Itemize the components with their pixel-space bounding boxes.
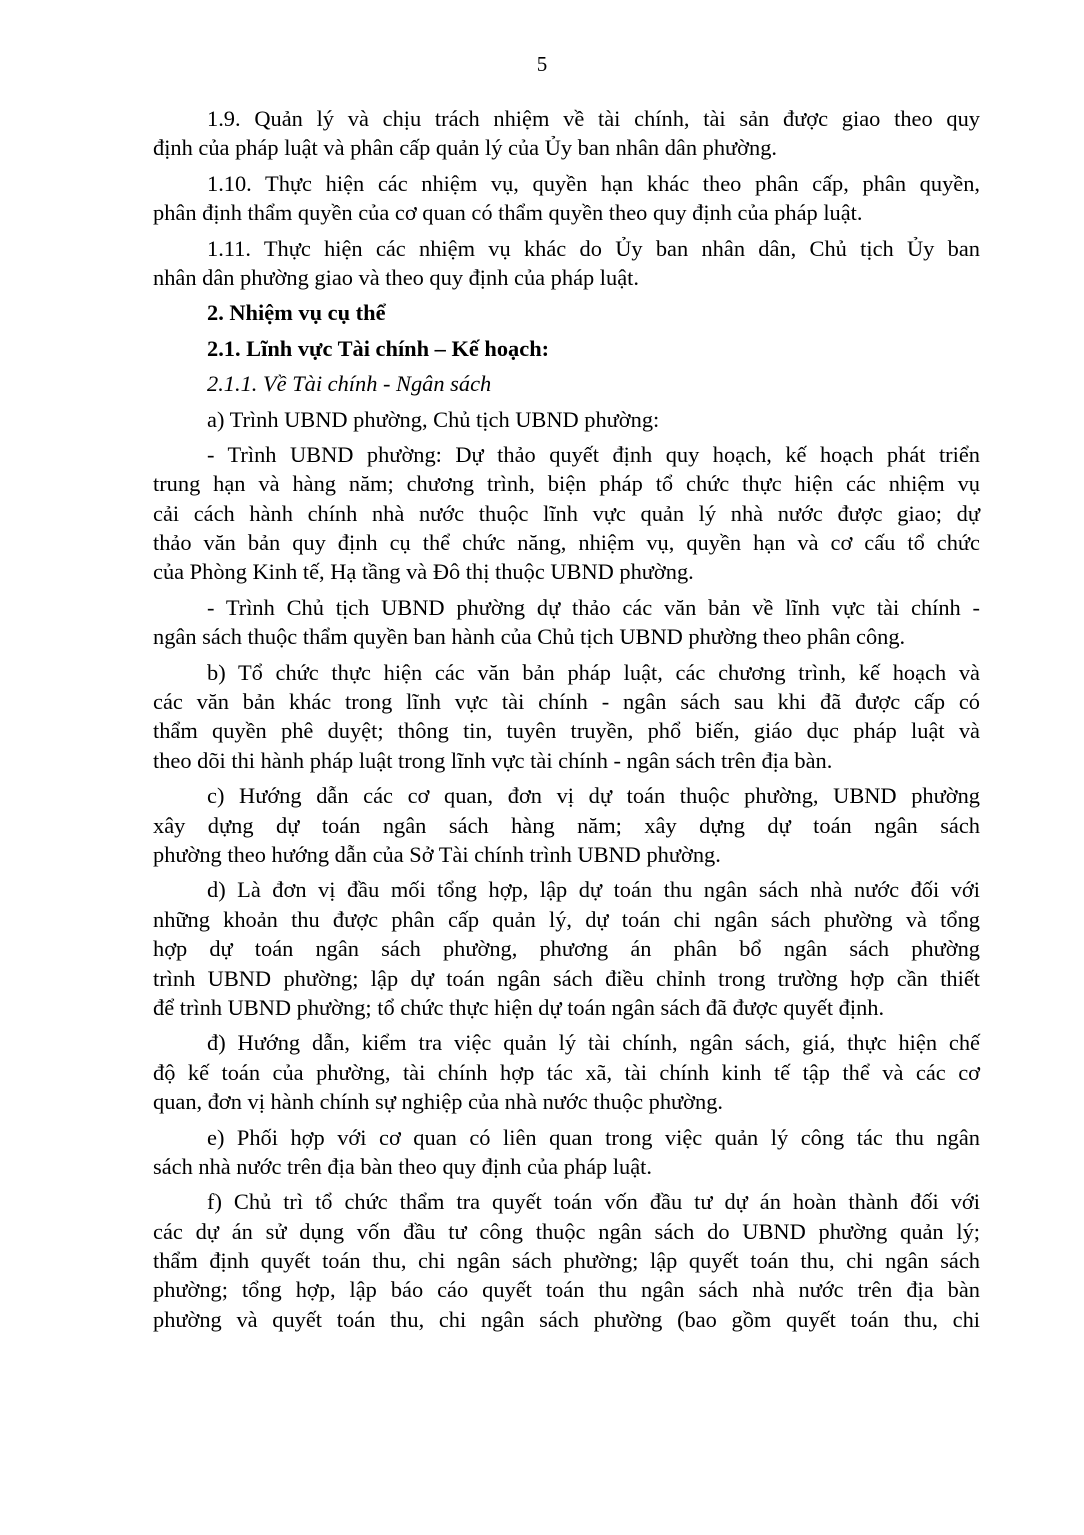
text-line: định của pháp luật và phân cấp quản lý của Ủy ban nhân dân phường. — [153, 135, 777, 161]
text-line: theo dõi thi hành pháp luật trong lĩnh vực tài chính - ngân sách trên địa bàn. — [153, 747, 833, 773]
text-line: 1.11. Thực hiện các nhiệm vụ khác do Ủy ban nhân dân, Chủ tịch Ủy ban — [207, 235, 980, 261]
text-line: xây dựng dự toán ngân sách hàng năm; xây dựng dự toán ngân sách — [153, 812, 980, 838]
paragraph — [153, 1123, 980, 1182]
paragraph — [153, 658, 980, 776]
paragraph — [153, 405, 980, 434]
text-line: phường và quyết toán thu, chi ngân sách phường (bao gồm quyết toán thu, chi — [153, 1306, 980, 1332]
text-line: trung hạn và hàng năm; chương trình, biện pháp tổ chức thực hiện các nhiệm vụ — [153, 471, 980, 497]
text-line: của Phòng Kinh tế, Hạ tầng và Đô thị thuộc UBND phường. — [153, 559, 694, 585]
text-line: b) Tổ chức thực hiện các văn bản pháp luật, các chương trình, kế hoạch và — [207, 659, 980, 685]
text-line: để trình UBND phường; tổ chức thực hiện dự toán ngân sách đã được quyết định. — [153, 994, 885, 1020]
text-line: các dự án sử dụng vốn đầu tư công thuộc ngân sách do UBND phường quản lý; — [153, 1218, 980, 1244]
text-line: 2.1. Lĩnh vực Tài chính – Kế hoạch: — [207, 335, 550, 361]
text-line: phân định thẩm quyền của cơ quan có thẩm quyền theo quy định của pháp luật. — [153, 200, 863, 226]
document-body — [153, 104, 980, 1340]
heading — [153, 334, 980, 363]
text-line: các văn bản khác trong lĩnh vực tài chính - ngân sách sau khi đã được cấp có — [153, 689, 980, 715]
text-line: phường; tổng hợp, lập báo cáo quyết toán thu ngân sách nhà nước trên địa bàn — [153, 1277, 980, 1303]
text-line: những khoản thu được phân cấp quản lý, dự toán chi ngân sách phường và tổng — [153, 906, 980, 932]
text-line: quan, đơn vị hành chính sự nghiệp của nhà nước thuộc phường. — [153, 1089, 724, 1115]
text-line: e) Phối hợp với cơ quan có liên quan trong việc quản lý công tác thu ngân — [207, 1124, 980, 1150]
text-line: f) Chủ trì tổ chức thẩm tra quyết toán vốn đầu tư dự án hoàn thành đối với — [207, 1189, 980, 1215]
text-line: 2. Nhiệm vụ cụ thể — [207, 300, 386, 326]
paragraph — [153, 104, 980, 163]
text-line: 1.9. Quản lý và chịu trách nhiệm về tài chính, tài sản được giao theo quy — [207, 106, 980, 131]
paragraph — [153, 1187, 980, 1334]
text-line: trình UBND phường; lập dự toán ngân sách điều chỉnh trong trường hợp cần thiết — [153, 965, 980, 991]
text-line: hợp dự toán ngân sách phường, phương án phân bổ ngân sách phường — [153, 936, 980, 962]
text-line: c) Hướng dẫn các cơ quan, đơn vị dự toán thuộc phường, UBND phường — [207, 783, 980, 809]
paragraph — [153, 1028, 980, 1116]
text-line: thẩm định quyết toán thu, chi ngân sách phường; lập quyết toán thu, chi ngân sách — [153, 1248, 980, 1274]
text-line: độ kế toán của phường, tài chính hợp tác xã, tài chính kinh tế tập thể và các cơ — [153, 1059, 980, 1085]
paragraph — [153, 875, 980, 1022]
paragraph — [153, 234, 980, 293]
text-line: - Trình UBND phường: Dự thảo quyết định quy hoạch, kế hoạch phát triển — [207, 441, 980, 467]
text-line: phường theo hướng dẫn của Sở Tài chính trình UBND phường. — [153, 841, 721, 867]
text-line: thẩm quyền phê duyệt; thông tin, tuyên truyền, phổ biến, giáo dục pháp luật và — [153, 718, 980, 744]
page-number: 5 — [536, 52, 548, 76]
text-line: d) Là đơn vị đầu mối tổng hợp, lập dự toán thu ngân sách nhà nước đối với — [207, 877, 980, 903]
paragraph — [153, 440, 980, 587]
text-line: đ) Hướng dẫn, kiểm tra việc quản lý tài chính, ngân sách, giá, thực hiện chế — [207, 1030, 980, 1056]
paragraph — [153, 169, 980, 228]
paragraph — [153, 593, 980, 652]
text-line: cải cách hành chính nhà nước thuộc lĩnh vực quản lý nhà nước được giao; dự — [153, 500, 980, 526]
text-line: nhân dân phường giao và theo quy định của pháp luật. — [153, 264, 639, 290]
heading — [153, 298, 980, 327]
text-line: thảo văn bản quy định cụ thể chức năng, nhiệm vụ, quyền hạn và cơ cấu tổ chức — [153, 530, 980, 556]
text-line: ngân sách thuộc thẩm quyền ban hành của Chủ tịch UBND phường theo phân công. — [153, 624, 906, 650]
paragraph — [153, 781, 980, 869]
text-line: 1.10. Thực hiện các nhiệm vụ, quyền hạn khác theo phân cấp, phân quyền, — [207, 170, 980, 196]
text-line: sách nhà nước trên địa bàn theo quy định của pháp luật. — [153, 1153, 653, 1179]
text-line: a) Trình UBND phường, Chủ tịch UBND phường: — [207, 406, 660, 432]
text-line: - Trình Chủ tịch UBND phường dự thảo các văn bản về lĩnh vực tài chính - — [207, 594, 980, 620]
text-line: 2.1.1. Về Tài chính - Ngân sách — [207, 371, 492, 397]
heading — [153, 369, 980, 398]
